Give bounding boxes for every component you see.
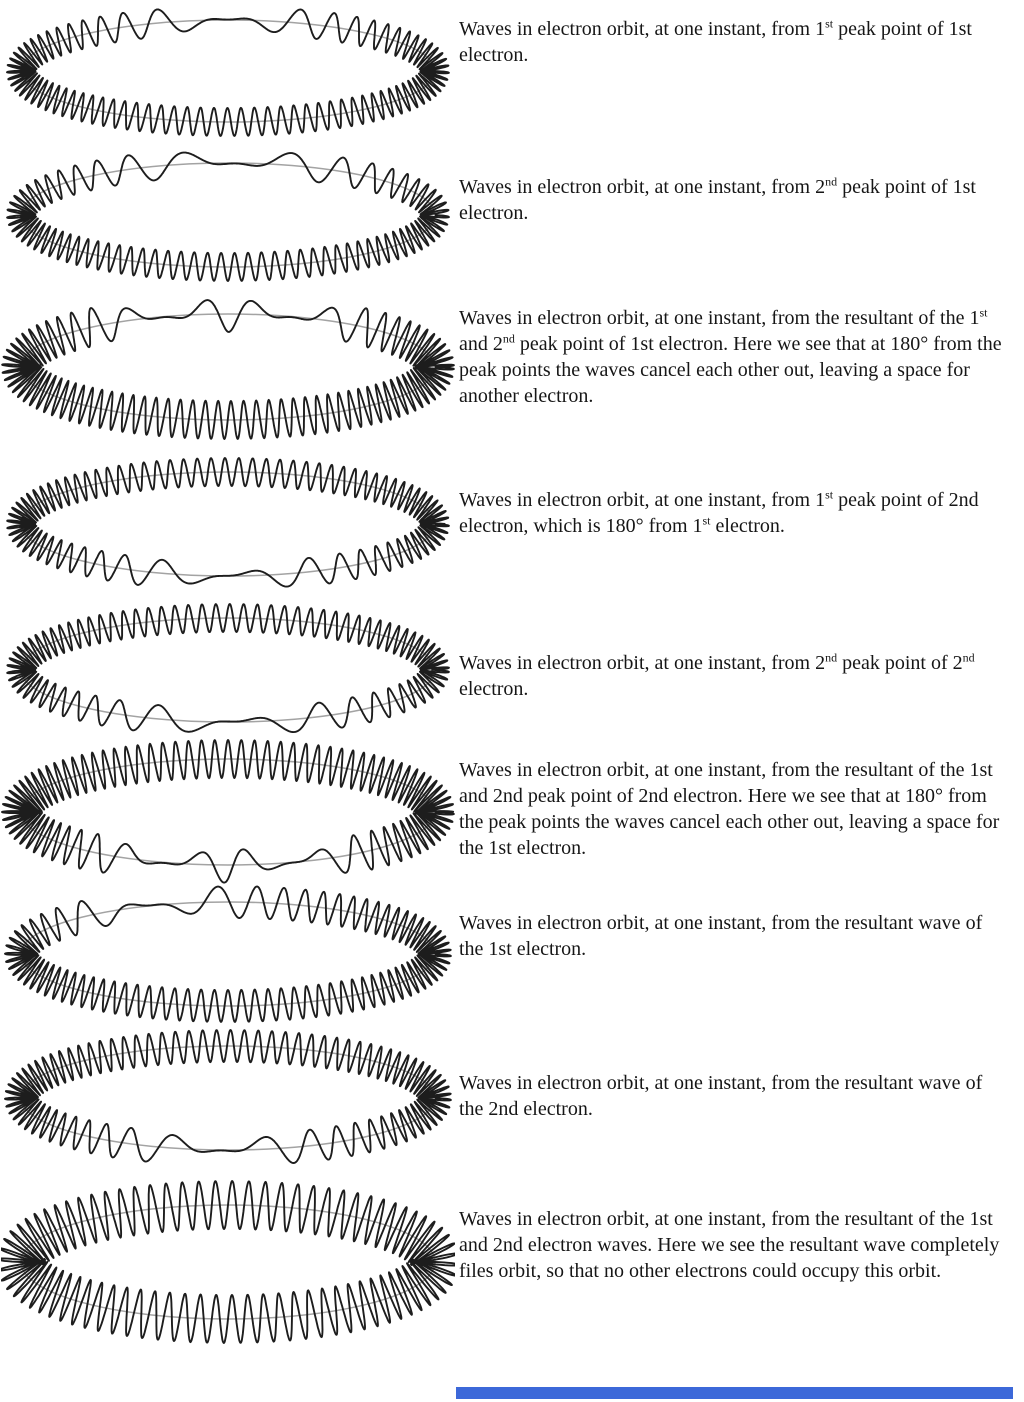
caption-text: Waves in electron orbit, at one instant, from the resultant of the 1st and 2nd peak point of 2nd electron. Here we see that at 180° from the peak points the waves cancel each other out, leaving a space for the 1st electron. (459, 759, 1000, 859)
orbit-wave-figure (1, 1026, 455, 1170)
caption-superscript: st (979, 305, 988, 320)
caption-superscript: nd (825, 650, 838, 665)
orbit-caption (459, 1206, 1011, 1284)
orbit-ellipse (21, 472, 435, 576)
caption-text: Waves in electron orbit, at one instant, from 2 (459, 176, 826, 198)
caption-text: Waves in electron orbit, at one instant, from 2 (459, 652, 826, 674)
caption-text: electron. (459, 678, 529, 700)
orbit-wave-figure (1, 450, 455, 598)
caption-superscript: st (702, 513, 711, 528)
orbit-wave-figure (1, 738, 455, 886)
orbit-wave-figure (1, 1174, 455, 1350)
electron-wave-path (7, 458, 449, 587)
orbit-ellipse (21, 314, 435, 420)
electron-wave-path (2, 740, 454, 883)
caption-text: peak point of 1st electron. Here we see that at 180° from the peak points the waves cancel each other out, leaving a space for another electron. (459, 333, 1002, 407)
orbit-ellipse (21, 1205, 435, 1319)
caption-superscript: nd (962, 650, 975, 665)
electron-wave-path (1, 1181, 455, 1343)
orbit-caption (459, 1070, 1011, 1122)
caption-text: and 2 (459, 333, 503, 355)
electron-wave-path (5, 887, 451, 1022)
caption-text: peak point of 1st electron. (459, 18, 972, 66)
orbit-caption (459, 757, 1011, 861)
electron-wave-path (7, 9, 449, 135)
orbit-caption (459, 16, 1011, 68)
footer-accent-bar (456, 1387, 1013, 1399)
caption-superscript: nd (825, 174, 838, 189)
caption-superscript: st (825, 487, 834, 502)
caption-text: peak point of 1st electron. (459, 176, 976, 224)
orbit-caption (459, 487, 1011, 539)
orbit-caption (459, 910, 1011, 962)
orbit-wave-figure (1, 0, 455, 142)
caption-text: Waves in electron orbit, at one instant, from the resultant of the 1 (459, 307, 980, 329)
caption-text: Waves in electron orbit, at one instant, from the resultant wave of the 1st electron. (459, 912, 983, 960)
electron-wave-path (7, 153, 449, 281)
caption-text: Waves in electron orbit, at one instant, from the resultant of the 1st and 2nd electron waves. Here we see the resultant wave completely files orbit, so that no other electrons could occupy this orbit. (459, 1208, 1000, 1282)
orbit-wave-figure (1, 144, 455, 286)
caption-text: peak point of 2 (837, 652, 963, 674)
caption-superscript: nd (502, 331, 515, 346)
caption-text: peak point of 2nd electron, which is 180° from 1 (459, 489, 979, 537)
caption-text: electron. (710, 515, 785, 537)
caption-text: Waves in electron orbit, at one instant, from 1 (459, 18, 826, 40)
orbit-caption (459, 650, 1011, 702)
caption-superscript: st (825, 16, 834, 31)
electron-wave-path (7, 604, 449, 732)
orbit-wave-figure (1, 882, 455, 1026)
caption-text: Waves in electron orbit, at one instant, from 1 (459, 489, 826, 511)
orbit-caption (459, 174, 1011, 226)
orbit-wave-figure (1, 596, 455, 744)
caption-text: Waves in electron orbit, at one instant, from the resultant wave of the 2nd electron. (459, 1072, 983, 1120)
orbit-wave-figure (1, 288, 455, 446)
electron-wave-path (5, 1030, 451, 1163)
electron-wave-path (2, 300, 454, 439)
orbit-caption (459, 305, 1011, 409)
